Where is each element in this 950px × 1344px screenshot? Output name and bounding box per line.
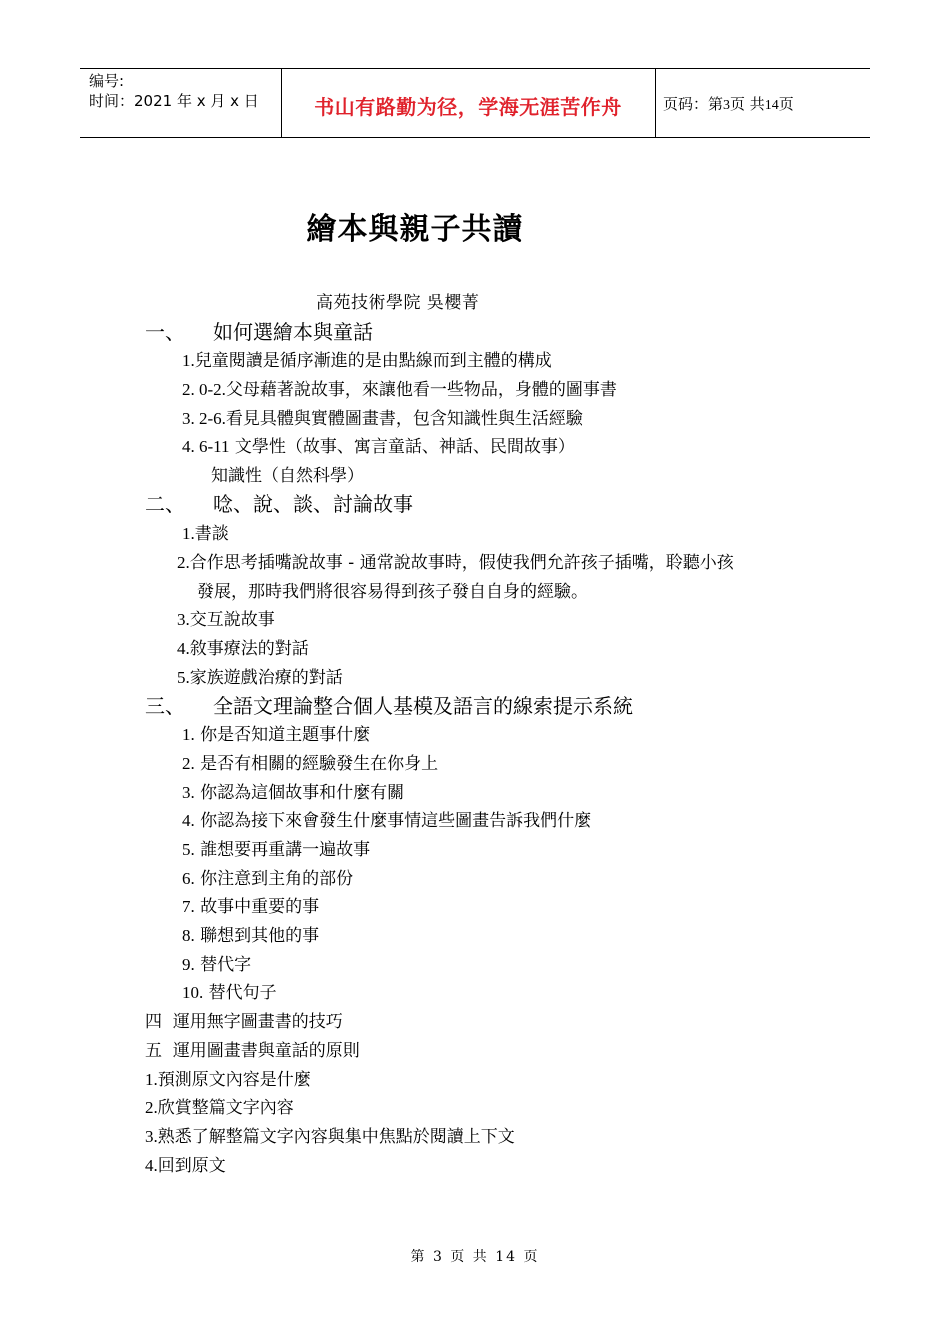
section-heading: 三、 全語文理論整合個人基模及語言的線索提示系統 bbox=[145, 694, 633, 718]
list-item: 2.欣賞整篇文字內容 bbox=[145, 1098, 294, 1118]
list-item: 8. 聯想到其他的事 bbox=[182, 926, 320, 946]
list-item: 6. 你注意到主角的部份 bbox=[182, 869, 354, 889]
list-item: 3.交互說故事 bbox=[177, 610, 275, 630]
page-footer: 第 3 页 共 14 页 bbox=[410, 1249, 540, 1265]
page-total: 14 bbox=[764, 98, 779, 113]
list-item: 10. 替代句子 bbox=[182, 983, 277, 1003]
list-item: 3. 2-6.看見具體與實體圖畫書，包含知識性與生活經驗 bbox=[182, 409, 583, 429]
document-author: 高苑技術學院 吳櫻菁 bbox=[316, 293, 480, 313]
list-item: 2. 0-2.父母藉著說故事，來讓他看一些物品，身體的圖事書 bbox=[182, 380, 617, 400]
list-item-continuation: 發展，那時我們將很容易得到孩子發自自身的經驗。 bbox=[197, 582, 588, 602]
list-item: 1.預測原文內容是什麼 bbox=[145, 1070, 311, 1090]
page-current: 3 bbox=[723, 98, 731, 113]
section-heading: 五 運用圖畫書與童話的原則 bbox=[145, 1041, 360, 1061]
list-item: 4.敘事療法的對話 bbox=[177, 639, 309, 659]
list-item: 5. 誰想要再重講一遍故事 bbox=[182, 840, 371, 860]
list-item: 3.熟悉了解整篇文字內容與集中焦點於閱讀上下文 bbox=[145, 1127, 515, 1147]
list-item: 1.兒童閱讀是循序漸進的是由點線而到主體的構成 bbox=[182, 351, 552, 371]
header-motto: 书山有路勤为径，学海无涯苦作舟 bbox=[314, 95, 622, 119]
list-item: 1.書談 bbox=[182, 524, 229, 544]
code-label: 编号: bbox=[89, 72, 125, 90]
list-item: 5.家族遊戲治療的對話 bbox=[177, 668, 343, 688]
list-item: 4.回到原文 bbox=[145, 1156, 226, 1176]
list-item: 2. 是否有相關的經驗發生在你身上 bbox=[182, 754, 439, 774]
list-item: 1. 你是否知道主題事什麼 bbox=[182, 725, 371, 745]
document-title: 繪本與親子共讀 bbox=[306, 212, 524, 247]
list-item: 2.合作思考插嘴說故事 - 通常說故事時，假使我們允許孩子插嘴，聆聽小孩 bbox=[177, 553, 734, 573]
list-item: 7. 故事中重要的事 bbox=[182, 897, 320, 917]
section-heading: 四 運用無字圖畫書的技巧 bbox=[145, 1012, 343, 1032]
header-page-number: 页码：第3页 共14页 bbox=[663, 95, 794, 113]
list-item: 4. 你認為接下來會發生什麼事情這些圖畫告訴我們什麼 bbox=[182, 811, 592, 831]
header-divider bbox=[655, 69, 656, 137]
list-item: 3. 你認為這個故事和什麼有關 bbox=[182, 783, 405, 803]
list-item: 4. 6-11 文學性（故事、寓言童話、神話、民間故事） bbox=[182, 437, 575, 457]
page-header bbox=[80, 68, 870, 138]
list-item-continuation: 知識性（自然科學） bbox=[211, 466, 364, 486]
list-item: 9. 替代字 bbox=[182, 955, 252, 975]
section-heading: 二、 唸、說、談、討論故事 bbox=[145, 492, 413, 516]
header-meta bbox=[89, 71, 259, 111]
time-label: 时间：2021 年 x 月 x 日 bbox=[89, 92, 259, 110]
section-heading: 一、 如何選繪本與童話 bbox=[145, 320, 373, 344]
